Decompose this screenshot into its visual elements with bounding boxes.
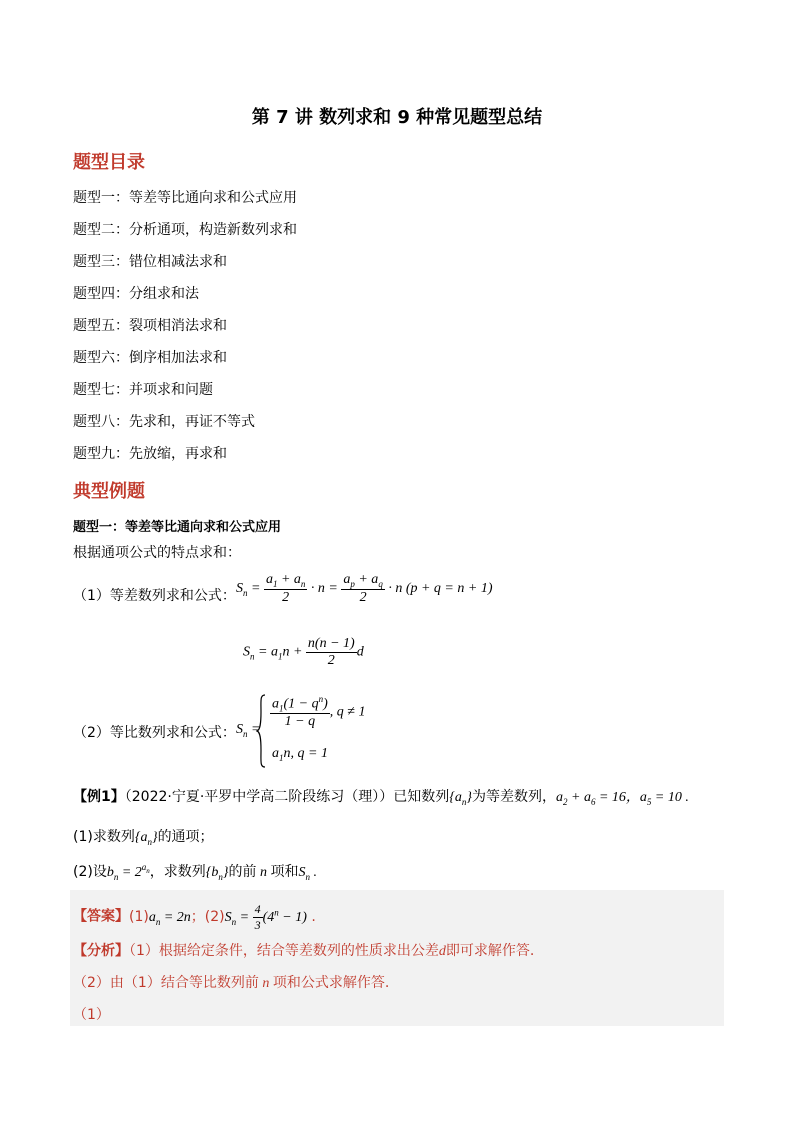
math-n: n <box>256 865 271 880</box>
example-text-2: 为等差数列， <box>472 789 556 805</box>
math-seq-an: $\{a_n\}$ <box>449 790 472 807</box>
solution-start: （1） <box>73 1007 110 1023</box>
analysis-tag: 【分析】 <box>73 943 129 959</box>
geo-sum-case2: $a_1n$, q = 1 <box>272 746 328 763</box>
toc-item: 题型七：并项求和问题 <box>73 382 213 398</box>
example-tag: 【例1】 <box>73 789 125 805</box>
question-1 <box>73 826 214 847</box>
math-seq-bn: $\{b_n\}$ <box>205 865 229 882</box>
example-text: （2022·宁夏·平罗中学高二阶段练习（理））已知数列 <box>124 789 450 805</box>
analysis-text-2b: 项和公式求解作答. <box>272 975 390 991</box>
example-1 <box>73 786 689 807</box>
toc-heading: 题型目录 <box>73 152 145 173</box>
analysis-text-1b: 即可求解作答. <box>445 943 535 959</box>
math-n-2: n <box>258 976 273 991</box>
toc-item: 题型九：先放缩，再求和 <box>73 446 227 462</box>
q1-text-b: 的通项； <box>157 829 214 845</box>
type1-heading: 题型一：等差等比通向求和公式应用 <box>73 520 282 535</box>
analysis-line-1 <box>73 940 534 960</box>
math-cond: $a_2 + a_6 = 16$，$a_5 = 10$ . <box>556 790 689 807</box>
q2-text-c: 的前 <box>228 864 257 880</box>
geo-sum-case1: $\frac{a_1(1 - q^n)}{1 - q}$ , q ≠ 1 <box>272 694 366 730</box>
q2-text-b: ，求数列 <box>149 864 206 880</box>
analysis-text-2: （2）由（1）结合等比数列前 <box>73 975 259 991</box>
math-d: d <box>438 944 446 959</box>
analysis-text-1: （1）根据给定条件，结合等差数列的性质求出公差 <box>129 943 439 959</box>
toc-item: 题型四：分组求和法 <box>73 286 199 302</box>
toc-item: 题型三：错位相减法求和 <box>73 254 227 270</box>
answer-math: $(1)a_n = 2n$；$(2)S_n$ = $\frac{4}{3}$ $(4^n - 1)$ . <box>129 902 316 932</box>
math-bn-def: $b_n = 2^{a_n}$ <box>106 862 150 882</box>
q2-text-d: 项和 <box>270 864 299 880</box>
page-title: 第 7 讲 数列求和 9 种常见题型总结 <box>251 107 543 128</box>
toc-item: 题型二：分析通项，构造新数列求和 <box>73 222 297 238</box>
toc-item: 题型五：裂项相消法求和 <box>73 318 227 334</box>
toc-item: 题型八：先求和，再证不等式 <box>73 414 255 430</box>
geo-sum-lhs: $S_n$ = <box>236 722 261 739</box>
analysis-line-2 <box>73 972 389 992</box>
toc-item: 题型一：等差等比通向求和公式应用 <box>73 190 297 206</box>
arith-sum-formula: $S_n$ = $\frac{a_1 + a_n}{2}$ · n = $\frac{a_p + a_q}{2}$ · n (p + q = n + 1) <box>236 572 493 605</box>
arith-sum-formula-2: $S_n = a_1n$ + $\frac{n(n - 1)}{2}$ d <box>243 636 364 668</box>
math-seq-an-2: $\{a_n\}$ <box>134 830 158 847</box>
formula2-label: （2）等比数列求和公式： <box>73 725 236 741</box>
examples-heading: 典型例题 <box>73 481 145 502</box>
answer-tag: 【答案】 <box>73 908 129 925</box>
formula1-label: （1）等差数列求和公式： <box>73 588 236 604</box>
question-2 <box>73 861 317 882</box>
q2-text-a: (2)设 <box>73 864 107 880</box>
brace-icon <box>256 694 266 768</box>
answer-line <box>73 902 316 933</box>
intro-text: 根据通项公式的特点求和： <box>73 545 241 561</box>
q1-text: (1)求数列 <box>73 829 135 845</box>
toc-item: 题型六：倒序相加法求和 <box>73 350 227 366</box>
math-sn: $S_n$ . <box>298 865 318 882</box>
